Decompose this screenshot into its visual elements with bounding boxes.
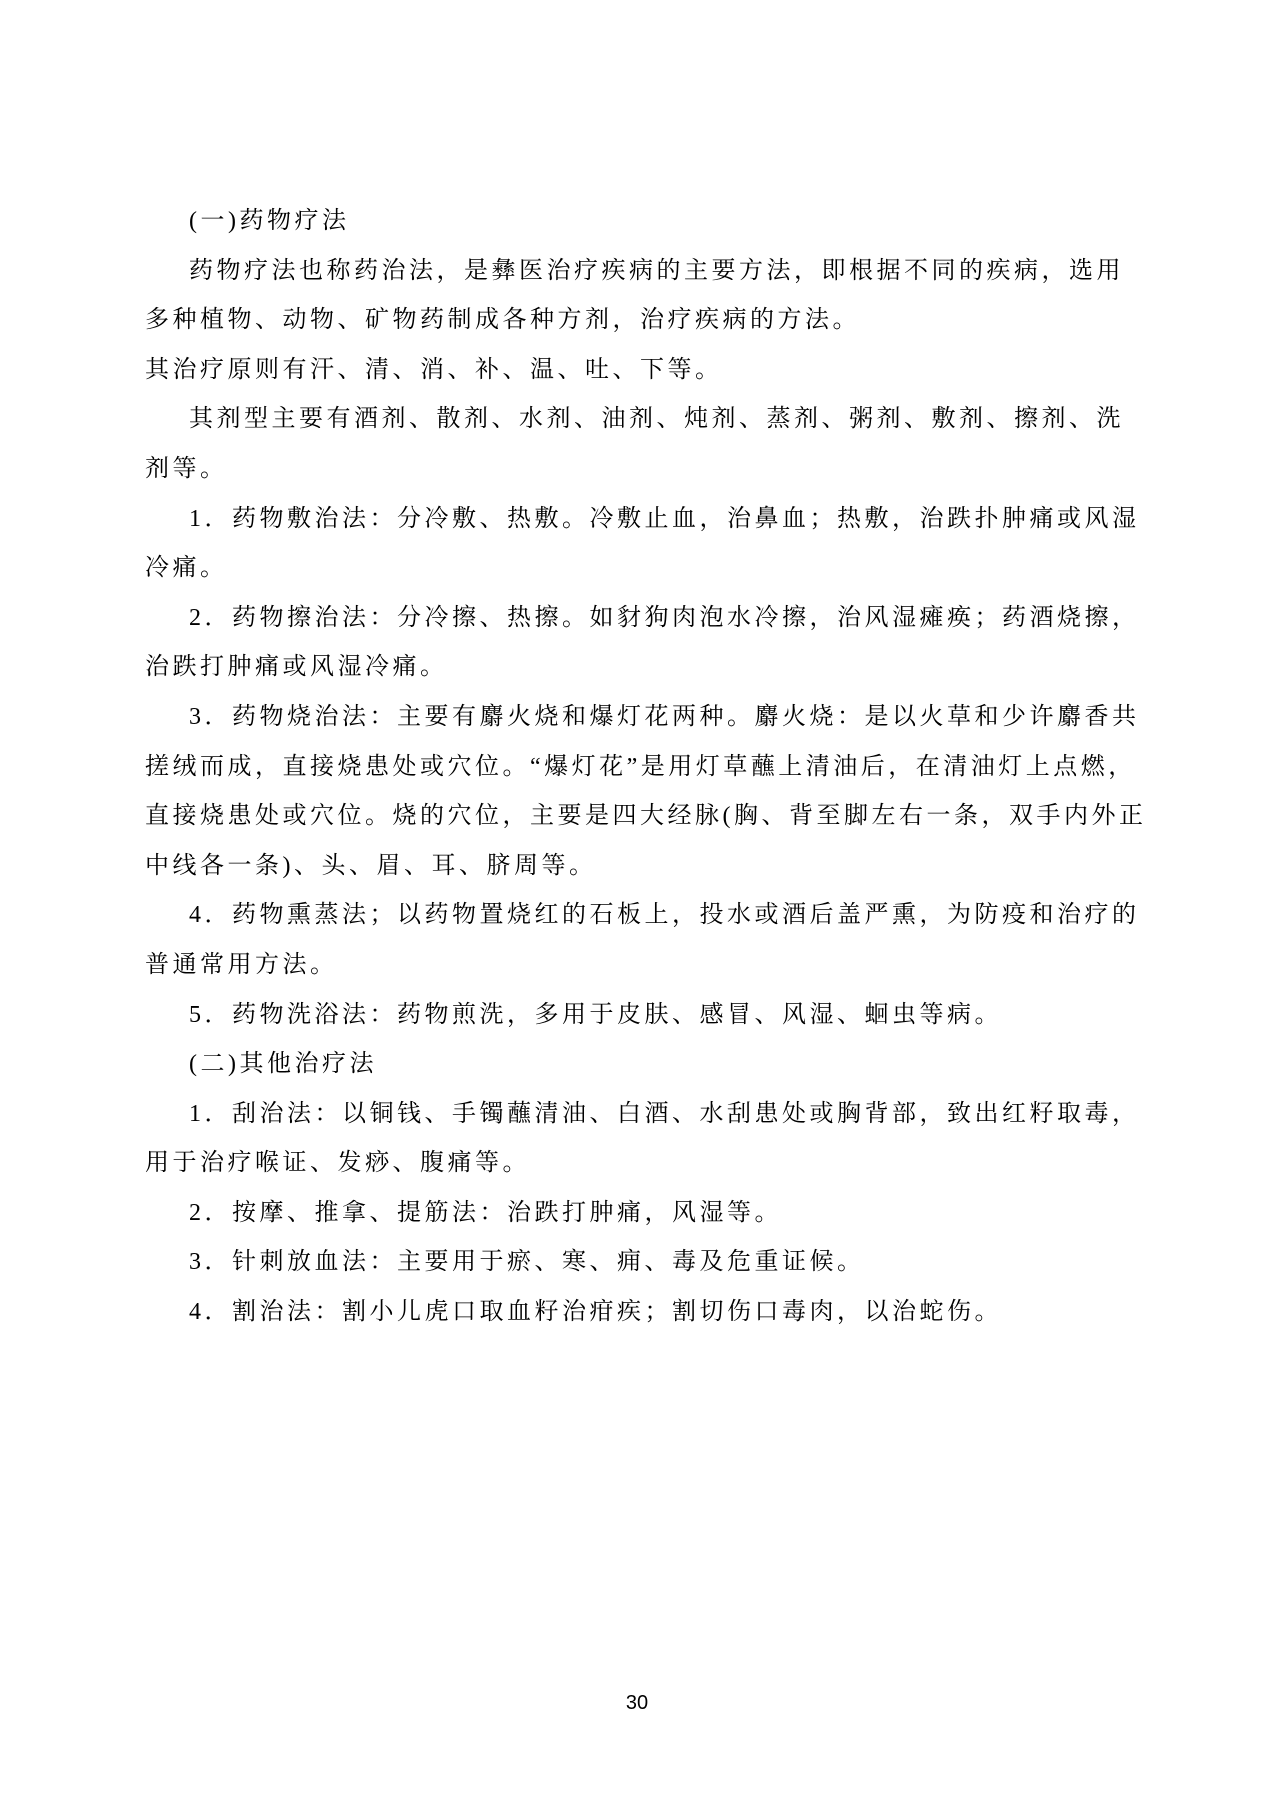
text-line: 3．药物烧治法：主要有麝火烧和爆灯花两种。麝火烧：是以火草和少许麝香共	[189, 703, 1140, 730]
page-number: 30	[625, 1692, 649, 1714]
text-line: 其治疗原则有汗、清、消、补、温、吐、下等。	[145, 356, 723, 383]
text-line: (一)药物疗法	[189, 208, 350, 234]
text-line: 搓绒而成，直接烧患处或穴位。“爆灯花”是用灯草蘸上清油后，在清油灯上点燃，	[145, 753, 1136, 780]
text-line: 其剂型主要有酒剂、散剂、水剂、油剂、炖剂、蒸剂、粥剂、敷剂、擦剂、洗	[189, 406, 1124, 433]
text-line: 4．药物熏蒸法；以药物置烧红的石板上，投水或酒后盖严熏，为防疫和治疗的	[189, 902, 1140, 929]
text-line: 多种植物、动物、矿物药制成各种方剂，治疗疾病的方法。	[145, 307, 860, 334]
text-line: 直接烧患处或穴位。烧的穴位，主要是四大经脉(胸、背至脚左右一条，双手内外正	[145, 803, 1147, 830]
text-line: 冷痛。	[145, 555, 228, 582]
text-line: 5．药物洗浴法：药物煎洗，多用于皮肤、感冒、风湿、蛔虫等病。	[189, 1001, 1002, 1028]
text-line: 3．针刺放血法：主要用于瘀、寒、痈、毒及危重证候。	[189, 1249, 865, 1276]
text-line: 2．药物擦治法：分冷擦、热擦。如豺狗肉泡水冷擦，治风湿瘫痪；药酒烧擦，	[189, 604, 1140, 631]
text-line: 中线各一条)、头、眉、耳、脐周等。	[145, 852, 597, 879]
text-block	[145, 197, 1155, 1338]
text-line: (二)其他治疗法	[189, 1051, 377, 1078]
text-line: 剂等。	[145, 455, 228, 482]
text-line: 普通常用方法。	[145, 951, 338, 978]
text-line: 2．按摩、推拿、提筋法：治跌打肿痛，风湿等。	[189, 1199, 782, 1226]
text-line: 1．药物敷治法：分冷敷、热敷。冷敷止血，治鼻血；热敷，治跌扑肿痛或风湿	[189, 505, 1140, 532]
text-line: 治跌打肿痛或风湿冷痛。	[145, 654, 448, 681]
text-line: 1．刮治法：以铜钱、手镯蘸清油、白酒、水刮患处或胸背部，致出红籽取毒，	[189, 1100, 1140, 1127]
text-line: 4．割治法：割小儿虎口取血籽治疳疾；割切伤口毒肉，以治蛇伤。	[189, 1299, 1002, 1326]
text-line: 药物疗法也称药治法，是彝医治疗疾病的主要方法，即根据不同的疾病，选用	[189, 257, 1124, 284]
text-line: 用于治疗喉证、发痧、腹痛等。	[145, 1150, 530, 1177]
